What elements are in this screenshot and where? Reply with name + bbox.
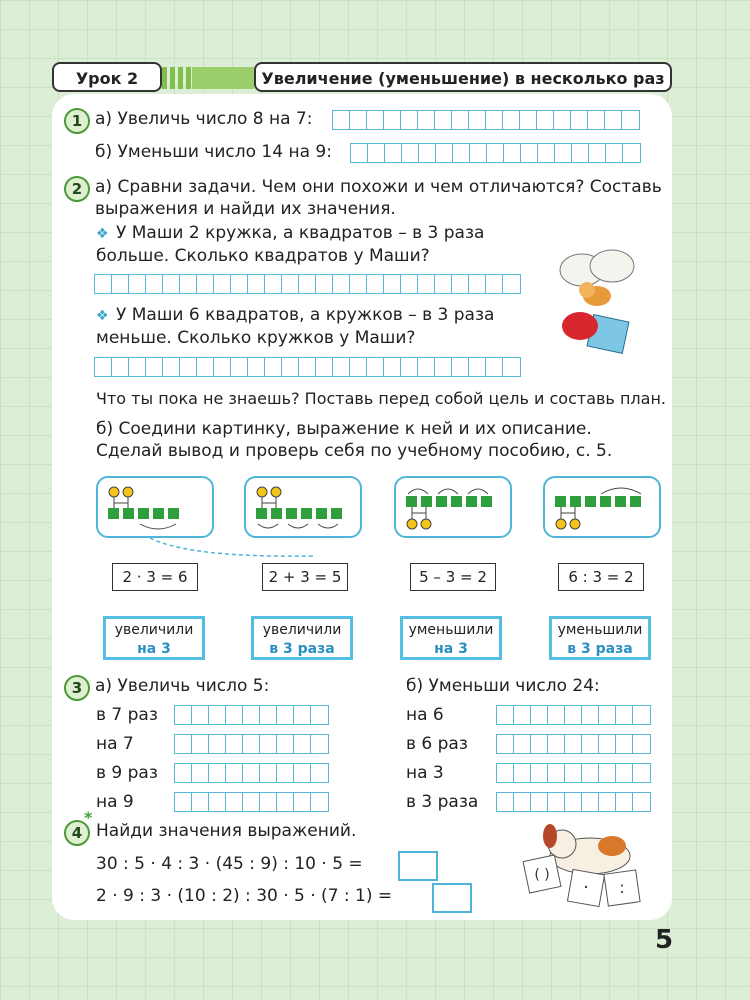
description-card[interactable] [251,616,353,660]
row-label: на 9 [96,792,134,812]
description-card[interactable] [400,616,502,660]
answer-cells[interactable] [94,274,521,294]
card-bottom-text: на 3 [137,641,171,657]
problem1-line2: больше. Сколько квадратов у Маши? [96,246,430,266]
task-number: 3 [64,675,90,701]
answer-cells[interactable] [94,357,521,377]
answer-cells[interactable] [496,705,651,725]
goal-text: Что ты пока не знаешь? Поставь перед собой цель и составь план. [96,389,666,408]
row-label: в 9 раз [96,763,158,783]
task1-b-text: б) Уменьши число 14 на 9: [95,142,332,162]
expression-box[interactable]: 5 – 3 = 2 [410,563,496,591]
card-top-text: уменьшили [408,622,494,638]
lesson-label: Урок 2 [52,62,162,92]
description-card[interactable] [549,616,651,660]
answer-cells[interactable] [332,110,640,130]
bullet-icon: ❖ [96,308,109,324]
row-label: в 3 раза [406,792,479,812]
task2-b-line2: Сделай вывод и проверь себя по учебному пособию, с. 5. [96,441,613,461]
answer-box[interactable] [398,851,438,881]
row-label: на 6 [406,705,444,725]
row-label: в 6 раз [406,734,468,754]
card-symbol: · [583,877,589,898]
expression-2: 2 · 9 : 3 · (10 : 2) : 30 · 5 · (7 : 1) = [96,886,393,906]
answer-cells[interactable] [496,763,651,783]
answer-box[interactable] [432,883,472,913]
task1-a-text: а) Увеличь число 8 на 7: [95,109,313,129]
page-number: 5 [655,925,674,955]
answer-cells[interactable] [350,143,641,163]
bullet-icon: ❖ [96,226,109,242]
problem2-line2: меньше. Сколько кружков у Маши? [96,328,416,348]
task-number: 4 [64,820,90,846]
card-bottom-text: на 3 [434,641,468,657]
problem1-line1: У Маши 2 кружка, а квадратов – в 3 раза [116,223,485,243]
expression-box[interactable]: 6 : 3 = 2 [558,563,644,591]
card-symbol: : [619,878,625,897]
picture-card[interactable] [96,476,214,538]
row-label: на 3 [406,763,444,783]
picture-card[interactable] [394,476,512,538]
picture-card[interactable] [244,476,362,538]
card-symbol: ( ) [534,867,550,883]
row-label: в 7 раз [96,705,158,725]
picture-card[interactable] [543,476,661,538]
task2-intro-line2: выражения и найди их значения. [95,199,396,219]
task-number: 1 [64,108,90,134]
row-label: на 7 [96,734,134,754]
problem2-line1: У Маши 6 квадратов, а кружков – в 3 раза [116,305,495,325]
card-bottom-text: в 3 раза [269,641,335,657]
task2-intro-line1: а) Сравни задачи. Чем они похожи и чем отличаются? Составь [95,177,662,197]
star-marker: * [84,808,93,827]
description-card[interactable] [103,616,205,660]
task4-title: Найди значения выражений. [96,821,357,841]
dog-illustration [520,822,650,914]
page-title: Увеличение (уменьшение) в несколько раз [254,62,672,92]
answer-cells[interactable] [496,734,651,754]
answer-cells[interactable] [174,792,329,812]
task3-b-title: б) Уменьши число 24: [406,676,600,696]
answer-cells[interactable] [174,705,329,725]
card-bottom-text: в 3 раза [567,641,633,657]
butterfly-illustration [552,248,642,356]
card-top-text: увеличили [262,622,342,638]
expression-box[interactable]: 2 · 3 = 6 [112,563,198,591]
answer-cells[interactable] [496,792,651,812]
task2-b-line1: б) Соедини картинку, выражение к ней и их описание. [96,419,592,439]
answer-cells[interactable] [174,734,329,754]
expression-1: 30 : 5 · 4 : 3 · (45 : 9) : 10 · 5 = [96,854,363,874]
expression-box[interactable]: 2 + 3 = 5 [262,563,348,591]
card-top-text: уменьшили [557,622,643,638]
task3-a-title: а) Увеличь число 5: [95,676,270,696]
card-top-text: увеличили [114,622,194,638]
task-number: 2 [64,176,90,202]
connector-line [150,534,320,564]
header-decoration [162,67,254,89]
answer-cells[interactable] [174,763,329,783]
